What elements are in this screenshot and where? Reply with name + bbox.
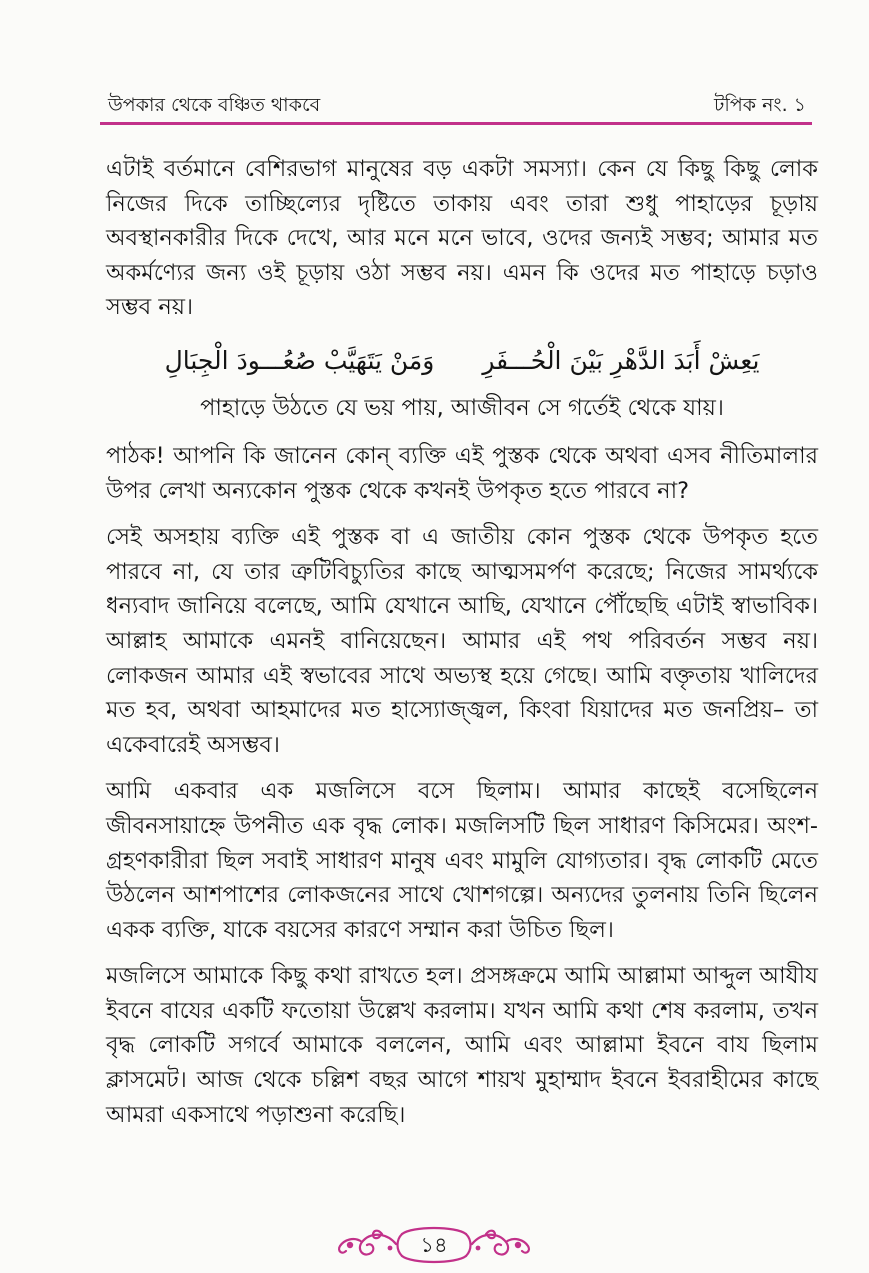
paragraph-2: পাঠক! আপনি কি জানেন কোন্ ব্যক্তি এই পুস্তক থেকে অথবা এসব নীতিমালার উপর লেখা অন্যকোন পুস্তক থেকে কখনই উপকৃত হতে পারবে না? [106, 442, 818, 504]
paragraph-3: সেই অসহায় ব্যক্তি এই পুস্তক বা এ জাতীয় কোন পুস্তক থেকে উপকৃত হতে পারবে না, যে তার ত্রুটিবিচ্যুতির কাছে আত্মসমর্পণ করেছে; নিজের সামর্থ্যকে ধন্যবাদ জানিয়ে বলেছে, আমি যেখানে আছি, যেখানে পৌঁছেছি এটাই স্বাভাবিক। আল্লাহ আমাকে এমনই বানিয়েছেন। আমার এই পথ পরিবর্তন সম্ভব নয়। লোকজন আমার এই স্বভাবের সাথে অভ্যস্থ হয়ে গেছে। আমি বক্তৃতায় খালিদের মত হব, অথবা আহমাদের মত হাস্যোজ্জ্বল, কিংবা যিয়াদের মত জনপ্রিয়– তা একেবারেই অসম্ভব। [106, 524, 818, 758]
page-number: ১৪ [420, 1233, 448, 1257]
chapter-title: উপকার থেকে বঞ্চিত থাকবে [108, 94, 321, 116]
paragraph-5: মজলিসে আমাকে কিছু কথা রাখতে হল। প্রসঙ্গক্রমে আমি আল্লামা আব্দুল আযীয ইবনে বাযের একটি ফতোয়া উল্লেখ করলাম। যখন আমি কথা শেষ করলাম, তখন বৃদ্ধ লোকটি সগর্বে আমাকে বললেন, আমি এবং আল্লামা ইবনে বায ছিলাম ক্লাসমেট। আজ থেকে চল্লিশ বছর আগে শায়খ মুহাম্মাদ ইবনে ইবরাহীমের কাছে আমরা একসাথে পড়াশুনা করেছি। [106, 963, 818, 1128]
topic-number: টপিক নং. ১ [714, 94, 806, 116]
paragraph-4: আমি একবার এক মজলিসে বসে ছিলাম। আমার কাছেই বসেছিলেন জীবনসায়াহ্নে উপনীত এক বৃদ্ধ লোক। মজলিসটি ছিল সাধারণ কিসিমের। অংশ-গ্রহণকারীরা ছিল সবাই সাধারণ মানুষ এবং মামুলি যোগ্যতার। বৃদ্ধ লোকটি মেতে উঠলেন আশপাশের লোকজনের সাথে খোশগল্পে। অন্যদের তুলনায় তিনি ছিলেন একক ব্যক্তি, যাকে বয়সের কারণে সম্মান করা উচিত ছিল। [106, 778, 818, 943]
running-header [100, 88, 812, 125]
paragraph-1: এটাই বর্তমানে বেশিরভাগ মানুষের বড় একটা সমস্যা। কেন যে কিছু কিছু লোক নিজের দিকে তাচ্ছিল্যের দৃষ্টিতে তাকায় এবং তারা শুধু পাহাড়ের চূড়ায় অবস্থানকারীর দিকে দেখে, আর মনে মনে ভাবে, ওদের জন্যই সম্ভব; আমার মত অকর্মণ্যের জন্য ওই চূড়ায় ওঠা সম্ভব নয়। এমন কি ওদের মত পাহাড়ে চড়াও সম্ভব নয়। [106, 156, 818, 321]
arabic-verse [106, 337, 818, 385]
verse-translation: পাহাড়ে উঠতে যে ভয় পায়, আজীবন সে গর্তেই থেকে যায়। [200, 394, 724, 421]
verse-first-half: يَعِشْ أَبَدَ الدَّهْرِ بَيْنَ الْحُـــفَرِ [482, 345, 760, 375]
page-footer [0, 1220, 869, 1270]
verse-second-half: وَمَنْ يَتَهَيَّبْ صُعُـــودَ الْجِبَالِ [164, 345, 435, 375]
page-body [106, 152, 818, 1144]
